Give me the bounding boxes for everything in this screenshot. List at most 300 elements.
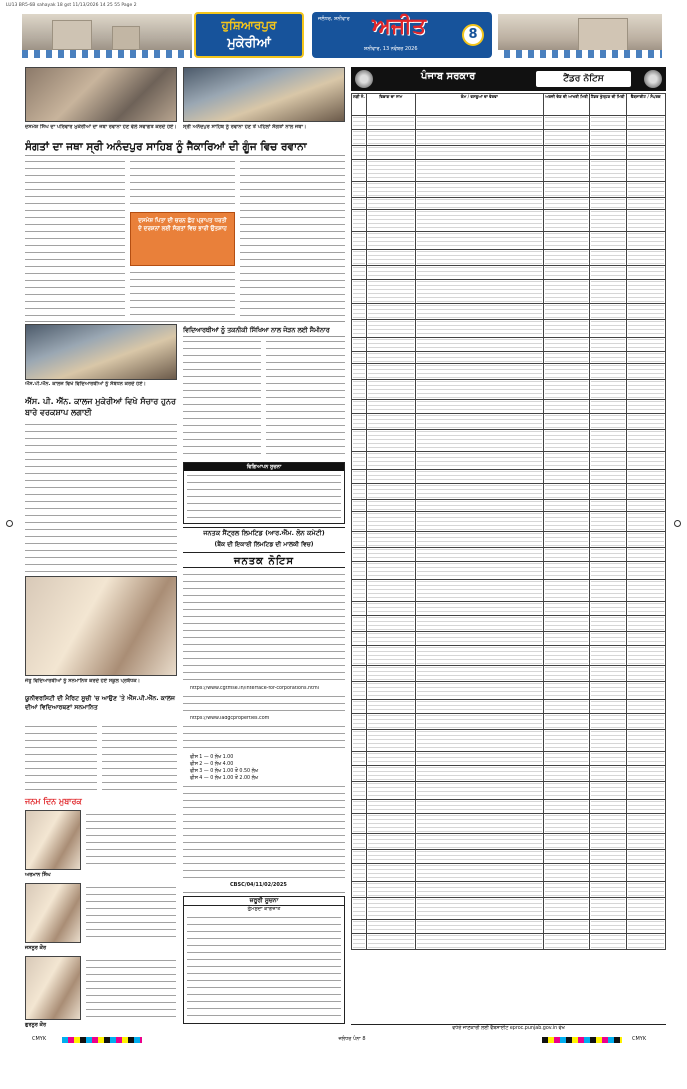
tender-cell <box>366 280 415 304</box>
date-line: ਸ਼ਨੀਵਾਰ, 13 ਨਵੰਬਰ 2026 <box>364 46 418 52</box>
tender-cell <box>366 782 415 800</box>
tender-cell <box>366 682 415 700</box>
tender-cell <box>352 266 367 280</box>
notice-label: ਟੈਂਡਰ ਨੋਟਿਸ <box>563 74 604 84</box>
print-meta: LU13 BR5-6B sahayak 18 gst 11/13/2026 14 25 55 Page 2 <box>6 3 137 8</box>
tender-row <box>352 380 666 400</box>
notice-website-2[interactable]: https://www.ladgcproperties.com <box>190 716 270 721</box>
tender-cell <box>366 834 415 850</box>
tender-cell <box>544 730 590 752</box>
tender-cell <box>415 920 544 934</box>
tender-row <box>352 364 666 380</box>
tender-cell <box>415 548 544 562</box>
tender-row <box>352 666 666 682</box>
tender-cell <box>626 500 665 512</box>
tender-cell <box>589 512 626 532</box>
tender-cell <box>589 814 626 834</box>
tender-cell <box>544 920 590 934</box>
masthead-building-right <box>498 14 662 58</box>
tender-cell <box>589 632 626 646</box>
public-notice-body-2 <box>183 694 345 714</box>
photo-seminar <box>25 324 177 380</box>
tender-cell <box>626 616 665 632</box>
tender-cell <box>366 380 415 400</box>
tender-cell <box>415 338 544 352</box>
tender-cell <box>366 800 415 814</box>
tender-cell <box>415 834 544 850</box>
tender-row <box>352 602 666 616</box>
tender-cell <box>544 210 590 232</box>
tender-header <box>351 67 666 91</box>
tender-cell <box>544 532 590 548</box>
tender-cell <box>366 338 415 352</box>
tender-cell <box>589 338 626 352</box>
tender-cell <box>415 800 544 814</box>
tender-cell <box>352 800 367 814</box>
tender-cell <box>352 682 367 700</box>
tender-cell <box>544 484 590 500</box>
small-notice-title: ਵਿਗਿਆਪਨ ਸੂਚਨਾ <box>184 463 344 471</box>
tender-cell <box>544 700 590 714</box>
tender-cell <box>626 714 665 730</box>
tender-cell <box>544 766 590 782</box>
tender-cell <box>589 532 626 548</box>
tender-cell <box>589 898 626 920</box>
tender-row <box>352 920 666 934</box>
company-title-line2: (ਬੈਂਕ ਦੀ ਇਕਾਈ ਲਿਮਟਿਡ ਦੀ ਮਾਲਕੀ ਵਿਚ) <box>214 541 314 548</box>
tender-cell <box>352 232 367 250</box>
tender-cell <box>366 752 415 766</box>
bottom-notice-sub: ਗੁੰਮਸ਼ੁਦਾ ਕਾਗਜ਼ਾਤ <box>247 906 281 912</box>
tender-cell <box>415 752 544 766</box>
tender-cell <box>589 934 626 950</box>
tender-cell <box>366 414 415 430</box>
tender-cell <box>366 266 415 280</box>
tender-cell <box>626 280 665 304</box>
tender-cell <box>626 364 665 380</box>
tender-cell <box>415 414 544 430</box>
registration-mark <box>674 520 681 527</box>
tender-cell <box>589 850 626 864</box>
footer-center: ਜਲੰਧਰ ਪੰਨਾ 8 <box>338 1036 366 1042</box>
tender-cell <box>589 882 626 898</box>
article-1-col-3 <box>240 159 345 319</box>
tender-cell <box>352 920 367 934</box>
birthday-text-3 <box>86 958 176 1018</box>
tender-cell <box>544 882 590 898</box>
tender-cell <box>415 352 544 364</box>
tender-cell <box>352 160 367 182</box>
tender-cell <box>544 400 590 414</box>
tender-cell <box>544 304 590 320</box>
tender-cell <box>415 430 544 452</box>
tender-cell <box>589 430 626 452</box>
tender-cell <box>352 414 367 430</box>
tender-cell <box>415 320 544 338</box>
tender-row <box>352 452 666 470</box>
tender-cell <box>352 430 367 452</box>
tender-cell <box>589 304 626 320</box>
tender-cell <box>589 414 626 430</box>
tender-cell <box>544 512 590 532</box>
paper-name: ਅਜੀਤ <box>372 14 426 39</box>
photo-jatha-1 <box>25 67 177 122</box>
tender-cell <box>626 864 665 882</box>
tender-cell <box>544 280 590 304</box>
regional-title-box <box>194 12 304 58</box>
tender-cell <box>589 714 626 730</box>
tender-cell <box>352 512 367 532</box>
tender-cell <box>544 182 590 198</box>
tender-cell <box>366 198 415 210</box>
tender-cell <box>544 752 590 766</box>
birthday-photo-2 <box>25 883 81 943</box>
public-notice-body-4 <box>183 784 345 880</box>
masthead <box>22 10 662 60</box>
tender-cell <box>589 752 626 766</box>
birthday-name-3: ਗੁਰਨੂਰ ਕੌਰ <box>25 1022 47 1028</box>
tender-cell <box>626 934 665 950</box>
tender-cell <box>626 452 665 470</box>
tender-cell <box>366 160 415 182</box>
tender-cell <box>544 580 590 602</box>
tender-cell <box>366 616 415 632</box>
tender-cell <box>544 266 590 280</box>
article-workshop <box>25 422 177 572</box>
tender-cell <box>544 320 590 338</box>
tender-cell <box>352 320 367 338</box>
tender-cell <box>415 470 544 484</box>
tender-cell <box>352 834 367 850</box>
tender-cell <box>366 532 415 548</box>
tender-cell <box>544 338 590 352</box>
tender-cell <box>415 766 544 782</box>
tender-cell <box>589 920 626 934</box>
tender-cell <box>352 864 367 882</box>
tender-cell <box>366 400 415 414</box>
tender-cell <box>544 616 590 632</box>
tender-row <box>352 484 666 500</box>
tender-cell <box>415 580 544 602</box>
ref-number: CBSC/04/11/02/2025 <box>230 882 287 888</box>
tender-cell <box>544 666 590 682</box>
tender-cell <box>626 182 665 198</box>
tender-row <box>352 532 666 548</box>
article-merit-col-2 <box>102 724 177 794</box>
tender-cell <box>544 548 590 562</box>
tender-cell <box>366 352 415 364</box>
tender-cell <box>352 338 367 352</box>
article-seminar-col-2 <box>266 339 345 459</box>
tender-cell <box>589 646 626 666</box>
tender-cell <box>626 800 665 814</box>
tender-cell <box>626 602 665 616</box>
tender-row <box>352 864 666 882</box>
tender-row <box>352 338 666 352</box>
tender-cell <box>544 250 590 266</box>
caption-1: ਦਸਮੇਸ਼ ਸਿੰਘ ਦਾ ਪਰਿਵਾਰ ਮੁਕੇਰੀਆਂ ਦਾ ਜਥਾ ਰਵਾਨਾ ਹੋਣ ਵੇਲੇ ਸਵਾਗਤ ਕਰਦੇ ਹੋਏ। <box>25 124 177 130</box>
tender-cell <box>626 198 665 210</box>
tender-cell <box>626 898 665 920</box>
public-notice-body <box>183 572 345 684</box>
col-sr: ਲੜੀ ਨੰ. <box>352 94 367 116</box>
footer-left-code: CMYK <box>32 1036 47 1042</box>
tender-cell <box>415 198 544 210</box>
tender-cell <box>366 666 415 682</box>
masthead-building-left <box>22 14 192 58</box>
tender-cell <box>544 364 590 380</box>
tender-cell <box>366 130 415 146</box>
tender-cell <box>415 116 544 130</box>
tender-row <box>352 682 666 700</box>
tender-row <box>352 850 666 864</box>
tender-cell <box>415 714 544 730</box>
tender-cell <box>589 602 626 616</box>
tender-cell <box>352 850 367 864</box>
tender-cell <box>352 380 367 400</box>
tender-cell <box>544 380 590 400</box>
tender-cell <box>366 116 415 130</box>
tender-cell <box>415 210 544 232</box>
tender-row <box>352 562 666 580</box>
tender-cell <box>366 814 415 834</box>
tender-row <box>352 280 666 304</box>
tender-cell <box>626 484 665 500</box>
tender-cell <box>352 580 367 602</box>
tender-row <box>352 646 666 666</box>
tender-cell <box>415 500 544 512</box>
tender-cell <box>352 182 367 198</box>
fee-row: ਫੀਸ 4 — 0 ਲੱਖ 1.00 ਤੋਂ 2.00 ਲੱਖ <box>190 776 258 781</box>
col-open-date: ਟੈਂਡਰ ਖੁੱਲ੍ਹਣ ਦੀ ਮਿਤੀ <box>589 94 626 116</box>
footer-right-code: CMYK <box>632 1036 647 1042</box>
tender-cell <box>352 782 367 800</box>
bottom-notice-title: ਜ਼ਰੂਰੀ ਸੂਚਨਾ <box>184 897 344 906</box>
tender-cell <box>415 850 544 864</box>
tender-cell <box>352 352 367 364</box>
tender-row <box>352 352 666 364</box>
tender-table-wrap <box>351 93 666 1023</box>
tender-cell <box>626 562 665 580</box>
tender-cell <box>415 934 544 950</box>
tender-cell <box>626 850 665 864</box>
tender-cell <box>626 632 665 646</box>
tender-cell <box>626 580 665 602</box>
tender-cell <box>589 280 626 304</box>
tender-cell <box>589 320 626 338</box>
tender-cell <box>415 232 544 250</box>
tender-row <box>352 632 666 646</box>
tender-cell <box>626 512 665 532</box>
tender-cell <box>366 320 415 338</box>
tender-cell <box>352 532 367 548</box>
tender-cell <box>626 548 665 562</box>
tender-cell <box>544 116 590 130</box>
tender-cell <box>544 602 590 616</box>
tender-footer: ਵਧੇਰੇ ਜਾਣਕਾਰੀ ਲਈ ਵੈੱਬਸਾਈਟ eproc.punjab.gov.in ਵੇਖੋ <box>351 1024 666 1031</box>
tender-cell <box>589 198 626 210</box>
color-bar-right <box>542 1037 622 1043</box>
tender-cell <box>415 380 544 400</box>
tender-cell <box>544 850 590 864</box>
tender-cell <box>589 616 626 632</box>
tender-cell <box>352 470 367 484</box>
tender-cell <box>626 882 665 898</box>
col-last-date: ਅਰਜ਼ੀ ਦੇਣ ਦੀ ਆਖਰੀ ਮਿਤੀ <box>544 94 590 116</box>
tender-cell <box>352 602 367 616</box>
notice-website[interactable]: https://www.cgtmse.in/interface-for-corporations.html <box>190 686 319 691</box>
tender-row <box>352 616 666 632</box>
tender-cell <box>352 364 367 380</box>
caption-2: ਸ੍ਰੀ ਅਨੰਦਪੁਰ ਸਾਹਿਬ ਨੂੰ ਰਵਾਨਾ ਹੋਣ ਤੋਂ ਪਹਿਲਾਂ ਸੰਗਤਾਂ ਨਾਲ ਜਥਾ। <box>183 124 307 130</box>
tender-cell <box>626 782 665 800</box>
tender-cell <box>366 430 415 452</box>
headline-workshop: ਐੱਸ. ਪੀ. ਐੱਨ. ਕਾਲਜ ਮੁਕੇਰੀਆਂ ਵਿਖੇ ਸੰਚਾਰ ਹੁਨਰ ਬਾਰੇ ਵਰਕਸ਼ਾਪ ਲਗਾਈ <box>25 397 176 417</box>
tender-cell <box>352 280 367 304</box>
tender-cell <box>366 700 415 714</box>
tender-row <box>352 766 666 782</box>
fee-row: ਫੀਸ 3 — 0 ਲੱਖ 1.00 ਤੋਂ 0.50 ਲੱਖ <box>190 769 258 774</box>
pull-quote-box <box>130 212 235 266</box>
tender-row <box>352 414 666 430</box>
tender-cell <box>352 116 367 130</box>
tender-cell <box>366 484 415 500</box>
tender-cell <box>352 250 367 266</box>
tender-cell <box>589 210 626 232</box>
birthday-text-2 <box>86 885 176 941</box>
tender-row <box>352 210 666 232</box>
tender-cell <box>589 232 626 250</box>
tender-cell <box>352 548 367 562</box>
tender-cell <box>366 452 415 470</box>
tender-cell <box>589 160 626 182</box>
small-notice-box <box>183 462 345 524</box>
public-notice-body-3 <box>183 724 345 752</box>
registration-mark <box>6 520 13 527</box>
tender-cell <box>366 500 415 512</box>
tender-cell <box>544 414 590 430</box>
tender-cell <box>589 580 626 602</box>
tender-cell <box>589 800 626 814</box>
fee-row: ਫੀਸ 1 — 0 ਲੱਖ 1.00 <box>190 755 234 760</box>
tender-cell <box>352 484 367 500</box>
article-merit-col-1 <box>25 724 97 794</box>
tender-cell <box>415 532 544 548</box>
tender-cell <box>544 934 590 950</box>
tender-row <box>352 266 666 280</box>
tender-cell <box>589 682 626 700</box>
tender-cell <box>626 338 665 352</box>
tender-cell <box>544 632 590 646</box>
tender-cell <box>626 834 665 850</box>
company-title <box>183 527 345 553</box>
tender-cell <box>626 232 665 250</box>
tender-cell <box>626 920 665 934</box>
tender-cell <box>589 364 626 380</box>
tender-cell <box>589 266 626 280</box>
tender-row <box>352 146 666 160</box>
tender-row <box>352 752 666 766</box>
tender-cell <box>626 752 665 766</box>
headline-merit: ਯੂਨੀਵਰਸਿਟੀ ਦੀ ਮੈਰਿਟ ਸੂਚੀ 'ਚ ਆਉਣ 'ਤੇ ਐੱਸ.ਪੀ.ਐੱਨ. ਕਾਲਜ ਦੀਆਂ ਵਿਦਿਆਰਥਣਾਂ ਸਨਮਾਨਿਤ <box>25 695 175 711</box>
tender-cell <box>352 752 367 766</box>
regional-title-line2: ਮੁਕੇਰੀਆਂ <box>227 36 271 51</box>
tender-cell <box>589 146 626 160</box>
tender-cell <box>544 682 590 700</box>
tender-cell <box>544 470 590 484</box>
tender-cell <box>589 730 626 752</box>
tender-row <box>352 250 666 266</box>
tender-cell <box>352 304 367 320</box>
tender-cell <box>626 532 665 548</box>
birthday-name-1: ਅਰਮਾਨ ਸਿੰਘ <box>25 872 51 878</box>
tender-cell <box>415 146 544 160</box>
tender-cell <box>366 934 415 950</box>
tender-cell <box>589 130 626 146</box>
tender-cell <box>589 666 626 682</box>
page-number: 8 <box>468 27 478 42</box>
tender-cell <box>366 210 415 232</box>
tender-row <box>352 548 666 562</box>
tender-cell <box>589 834 626 850</box>
tender-cell <box>544 782 590 800</box>
tender-cell <box>544 864 590 882</box>
tender-cell <box>589 470 626 484</box>
tender-cell <box>366 766 415 782</box>
tender-cell <box>415 400 544 414</box>
caption-4: ਜੇਤੂ ਵਿਦਿਆਰਥੀਆਂ ਨੂੰ ਸਨਮਾਨਿਤ ਕਰਦੇ ਹੋਏ ਸਕੂਲ ਪ੍ਰਬੰਧਕ। <box>25 678 141 684</box>
birthday-photo-1 <box>25 810 81 870</box>
tender-cell <box>626 352 665 364</box>
tender-cell <box>352 730 367 752</box>
tender-cell <box>544 814 590 834</box>
article-seminar-col-1 <box>183 339 261 459</box>
tender-cell <box>366 364 415 380</box>
tender-cell <box>352 562 367 580</box>
tender-cell <box>544 130 590 146</box>
tender-cell <box>366 920 415 934</box>
tender-table <box>351 93 666 950</box>
tender-cell <box>544 146 590 160</box>
tender-cell <box>352 814 367 834</box>
tender-cell <box>366 714 415 730</box>
tender-cell <box>366 580 415 602</box>
edition-line: ਜਲੰਧਰ, ਸ਼ਨੀਵਾਰ <box>318 16 350 22</box>
tender-cell <box>626 130 665 146</box>
tender-cell <box>352 766 367 782</box>
color-bar-left <box>62 1037 142 1043</box>
tender-cell <box>415 182 544 198</box>
tender-cell <box>589 766 626 782</box>
tender-cell <box>352 130 367 146</box>
tender-cell <box>544 562 590 580</box>
tender-cell <box>589 484 626 500</box>
tender-cell <box>626 470 665 484</box>
tender-row <box>352 934 666 950</box>
tender-row <box>352 304 666 320</box>
tender-row <box>352 116 666 130</box>
tender-cell <box>626 682 665 700</box>
tender-cell <box>366 864 415 882</box>
tender-cell <box>589 250 626 266</box>
birthday-heading: ਜਨਮ ਦਿਨ ਮੁਬਾਰਕ <box>25 797 82 806</box>
article-1-col-2b <box>130 270 235 319</box>
tender-cell <box>415 864 544 882</box>
tender-cell <box>366 562 415 580</box>
tender-row <box>352 430 666 452</box>
tender-cell <box>366 632 415 646</box>
tender-cell <box>544 452 590 470</box>
